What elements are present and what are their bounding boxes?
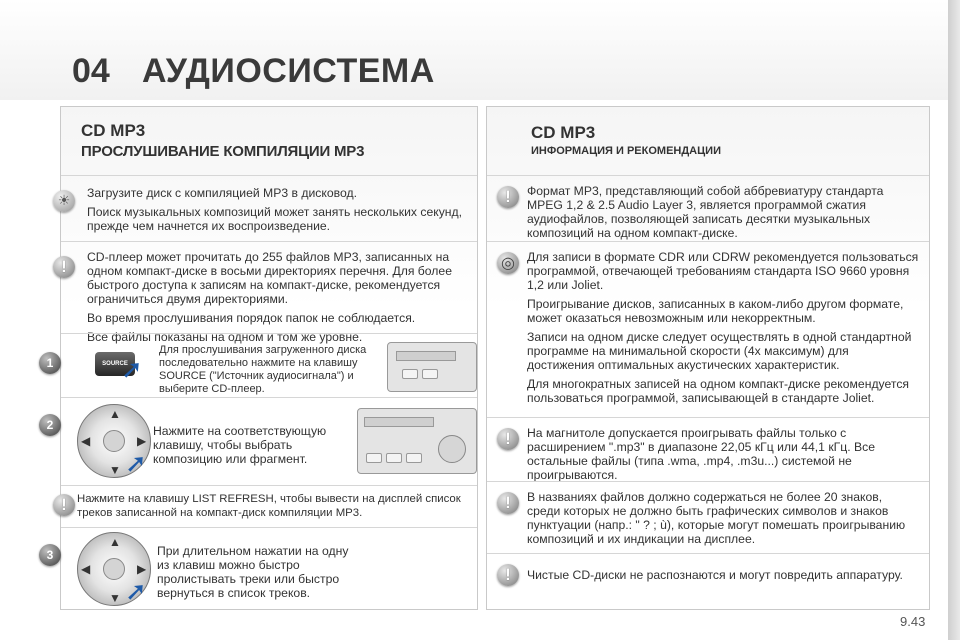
load-text: Загрузите диск с компиляцией MP3 в дисковод. bbox=[87, 186, 357, 200]
right-panel-blank bbox=[487, 553, 929, 609]
extension-text: На магнитоле допускается проигрывать файлы только с расширением ".mp3" в диапазоне 22,05 кГц или 44,1 кГц. Все остальные файлы (типа .wma, .mp4, .m3u...) системой не проигрываются. bbox=[527, 426, 876, 482]
pointer-arrow-icon: ➚ bbox=[125, 448, 147, 478]
list-refresh-text: Нажмите на клавишу LIST REFRESH, чтобы вывести на дисплей список треков записанной на компакт-диск компиляции MP3. bbox=[77, 493, 461, 519]
step-number-2: 2 bbox=[39, 414, 61, 436]
left-section-title: CD MP3 bbox=[81, 121, 146, 140]
left-step-3 bbox=[46, 527, 477, 609]
right-panel-extension bbox=[487, 417, 929, 482]
speed-text: Записи на одном диске следует осуществлять в одной стандартной программе на минимальной скорости (4х максимум) для достижения оптимальных акустических характеристик. bbox=[527, 330, 912, 372]
right-column bbox=[486, 106, 930, 610]
filenames-text: В названиях файлов должно содержаться не более 20 знаков, среди которых не должно быть графических символов и знаков пунктуации (напр.: " ? ; ù), которые могут помешать проигрыванию композиций и их индикации на дисплее. bbox=[527, 490, 906, 546]
navigation-pad-icon: ▲ ▼ ◀ ▶ bbox=[77, 404, 151, 478]
right-panel-filenames bbox=[487, 481, 929, 546]
right-section-subtitle: ИНФОРМАЦИЯ И РЕКОМЕНДАЦИИ bbox=[531, 145, 721, 157]
right-panel-format bbox=[487, 175, 929, 240]
left-section-subtitle: ПРОСЛУШИВАНИЕ КОМПИЛЯЦИИ MP3 bbox=[81, 143, 365, 160]
step-number-3: 3 bbox=[39, 544, 61, 566]
capacity-text: CD-плеер может прочитать до 255 файлов MP3, записанных на одном компакт-диске в восьми директориях перечня. Для более быстрого доступа к записям на компакт-диске, рекомендуется ограничиться двумя директориями. bbox=[87, 250, 452, 306]
chapter-number: 04 bbox=[72, 52, 110, 90]
left-step-2 bbox=[46, 397, 477, 483]
right-panel-recording bbox=[487, 241, 929, 405]
recording-standard-text: Для записи в формате CDR или CDRW рекомендуется пользоваться программой, отвечающей требованиям стандарта ISO 9660 уровня 1,2 или Joliet. bbox=[527, 250, 919, 292]
right-section-title: CD MP3 bbox=[531, 123, 596, 142]
multisession-text: Для многократных записей на одном компакт-диске рекомендуется пользоваться программой, записывающей в стандарте Joliet. bbox=[527, 377, 910, 405]
search-text: Поиск музыкальных композиций может занять нескольких секунд, прежде чем начнется их воспроизведение. bbox=[87, 205, 463, 233]
step-3-text: При длительном нажатии на одну из клавиш можно быстро пролистывать треки или быстро вернуться в список треков. bbox=[157, 544, 349, 600]
disc-icon bbox=[497, 252, 519, 274]
side-bar bbox=[948, 0, 960, 640]
left-step-1 bbox=[46, 333, 477, 395]
source-key-icon: SOURCE bbox=[95, 352, 135, 376]
left-column bbox=[46, 106, 478, 610]
left-panel-list bbox=[61, 485, 477, 527]
step-number-1: 1 bbox=[39, 352, 61, 374]
level-text: Все файлы показаны на одном и том же уровне. bbox=[87, 330, 363, 344]
radio-illustration bbox=[357, 408, 477, 474]
order-text: Во время прослушивания порядок папок не соблюдается. bbox=[87, 311, 416, 325]
radio-illustration bbox=[387, 342, 477, 392]
left-panel-capacity bbox=[61, 241, 477, 344]
warning-icon bbox=[497, 428, 519, 450]
format-text: Формат MP3, представляющий собой аббревиатуру стандарта MPEG 1,2 & 2.5 Audio Layer 3, является программой сжатия аудиофайлов, позволяющей записать десятки музыкальных композиций на одном компакт-диске. bbox=[527, 184, 884, 240]
left-panel-load bbox=[61, 175, 477, 233]
tip-icon bbox=[53, 190, 75, 212]
warning-icon bbox=[497, 492, 519, 514]
warning-icon bbox=[497, 564, 519, 586]
pointer-arrow-icon: ➚ bbox=[121, 354, 143, 384]
warning-icon bbox=[53, 256, 75, 278]
chapter-title: АУДИОСИСТЕМА bbox=[142, 52, 435, 90]
blank-disc-text: Чистые CD-диски не распознаются и могут повредить аппаратуру. bbox=[527, 568, 903, 582]
warning-icon bbox=[53, 494, 75, 516]
navigation-pad-icon: ▲ ▼ ◀ ▶ bbox=[77, 532, 151, 606]
pointer-arrow-icon: ➚ bbox=[125, 576, 147, 606]
step-1-text: Для прослушивания загруженного диска последовательно нажмите на клавишу SOURCE ("Источник аудиосигнала") и выберите CD-плеер. bbox=[159, 344, 367, 395]
step-2-text: Нажмите на соответствующую клавишу, чтобы выбрать композицию или фрагмент. bbox=[153, 424, 327, 466]
page-number: 9.43 bbox=[900, 614, 926, 629]
warning-icon bbox=[497, 186, 519, 208]
other-format-text: Проигрывание дисков, записанных в каком-либо другом формате, может оказаться невозможным или некорректным. bbox=[527, 297, 904, 325]
